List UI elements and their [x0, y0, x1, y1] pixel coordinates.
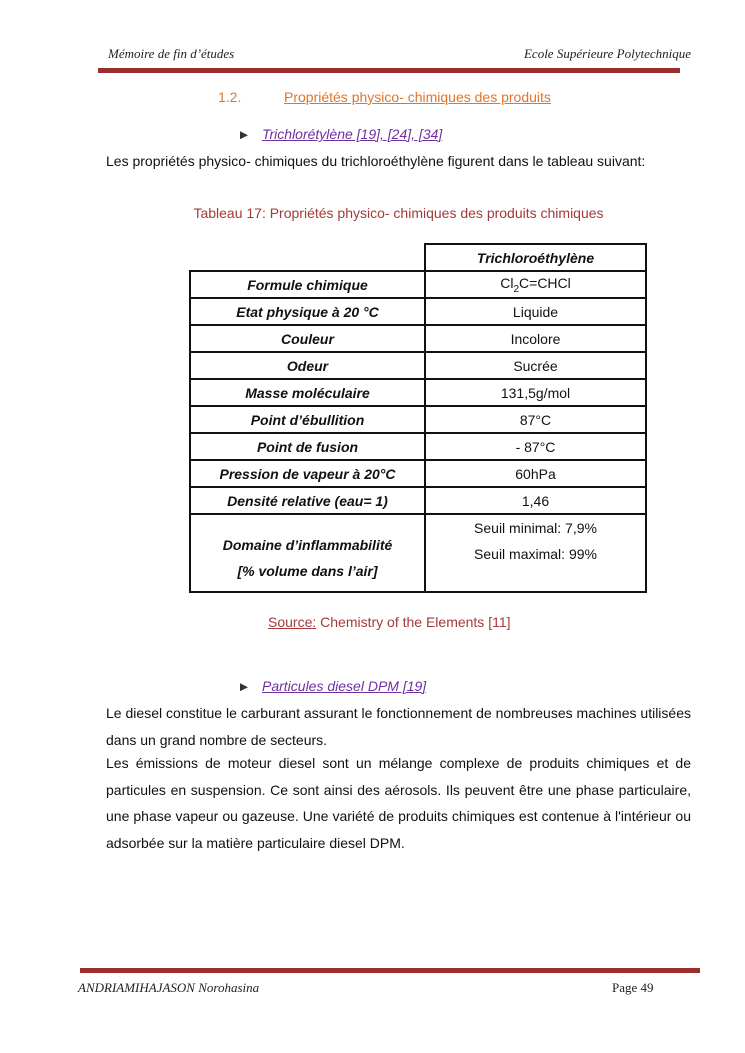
row-label: Point de fusion — [190, 433, 425, 460]
row-label — [190, 514, 425, 592]
formula-subscript: 2 — [513, 283, 520, 295]
diesel-paragraph-2: Les émissions de moteur diesel sont un mélange complexe de produits chimiques et de particules en suspension. Ce sont ainsi des aérosols. Ils peuvent être une phase particulaire, une phase vapeur ou gazeuse. Une variété de produits chimiques est contenue à l'intérieur ou adsorbée sur la matière particulaire diesel DPM. — [106, 755, 691, 851]
section-heading — [218, 89, 551, 105]
row-value: 1,46 — [425, 487, 646, 514]
row-label: Formule chimique — [190, 271, 425, 298]
table-row — [190, 406, 646, 433]
row-value: - 87°C — [425, 433, 646, 460]
bullet-trichloroethylene — [240, 126, 442, 142]
table-source — [268, 614, 511, 630]
column-header: Trichloroéthylène — [425, 244, 646, 271]
flammability-label-line2: [% volume dans l’air] — [237, 563, 378, 579]
bullet-label: Trichlorétylène [19], [24], [34] — [262, 126, 443, 142]
source-text: Chemistry of the Elements [11] — [316, 614, 511, 630]
footer-divider — [80, 968, 700, 973]
page-number: Page 49 — [612, 980, 654, 995]
source-label: Source: — [268, 614, 317, 630]
row-label: Odeur — [190, 352, 425, 379]
properties-table — [189, 243, 647, 593]
bullet-arrow-icon — [240, 131, 248, 139]
row-label: Masse moléculaire — [190, 379, 425, 406]
section-title: Propriétés physico- chimiques des produits — [284, 89, 551, 105]
flammability-max: Seuil maximal: 99% — [474, 546, 597, 562]
row-value — [425, 271, 646, 298]
table-row — [190, 325, 646, 352]
empty-corner-cell — [190, 244, 425, 271]
header-left: Mémoire de fin d’études — [108, 46, 235, 61]
table-row — [190, 352, 646, 379]
row-label: Couleur — [190, 325, 425, 352]
row-value: Sucrée — [425, 352, 646, 379]
row-value: 131,5g/mol — [425, 379, 646, 406]
table-row — [190, 379, 646, 406]
table-row — [190, 487, 646, 514]
flammability-label-line1: Domaine d’inflammabilité — [222, 537, 393, 553]
row-label: Pression de vapeur à 20°C — [190, 460, 425, 487]
table-header-row — [190, 244, 646, 271]
table-row — [190, 433, 646, 460]
table-row — [190, 271, 646, 298]
row-label: Etat physique à 20 °C — [190, 298, 425, 325]
formula-cl: Cl — [500, 274, 514, 291]
header-divider — [98, 68, 680, 73]
flammability-min: Seuil minimal: 7,9% — [474, 520, 597, 536]
footer-author: ANDRIAMIHAJASON Norohasina — [78, 980, 260, 995]
formula-rest: C=CHCl — [519, 274, 571, 291]
row-value: Incolore — [425, 325, 646, 352]
table-row — [190, 460, 646, 487]
table-caption: Tableau 17: Propriétés physico- chimiques des produits chimiques — [193, 205, 604, 221]
row-value: 87°C — [425, 406, 646, 433]
table-row-flammability — [190, 514, 646, 592]
row-label: Point d’ébullition — [190, 406, 425, 433]
diesel-paragraph-1: Le diesel constitue le carburant assurant le fonctionnement de nombreuses machines utilisées dans un grand nombre de secteurs. — [106, 705, 691, 748]
bullet-label: Particules diesel DPM [19] — [262, 678, 427, 694]
row-value: Liquide — [425, 298, 646, 325]
bullet-diesel — [240, 678, 426, 694]
section-number: 1.2. — [218, 89, 242, 105]
header-right: Ecole Supérieure Polytechnique — [523, 46, 691, 61]
bullet-arrow-icon — [240, 683, 248, 691]
intro-paragraph: Les propriétés physico- chimiques du trichloroéthylène figurent dans le tableau suivant: — [106, 153, 646, 169]
row-value: 60hPa — [425, 460, 646, 487]
row-label: Densité relative (eau= 1) — [190, 487, 425, 514]
table-row — [190, 298, 646, 325]
row-value — [425, 514, 646, 592]
